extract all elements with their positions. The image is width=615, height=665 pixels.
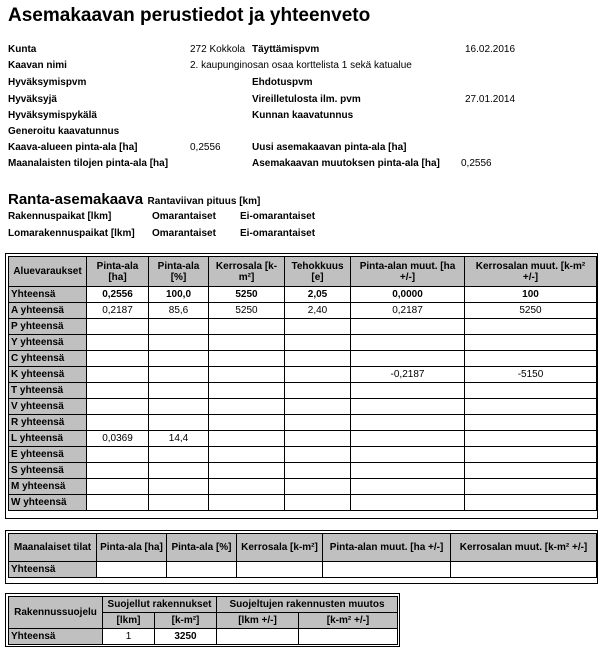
row-label: M yhteensä bbox=[9, 479, 87, 495]
table-row bbox=[9, 383, 597, 399]
m-cell-label: Yhteensä bbox=[9, 562, 97, 578]
ei-omarantaiset-label-2: Ei-omarantaiset bbox=[240, 228, 316, 239]
m-header-tilat: Maanalaiset tilat bbox=[9, 534, 97, 562]
table-row bbox=[9, 335, 597, 351]
table-cell bbox=[209, 319, 285, 335]
table-cell bbox=[285, 479, 351, 495]
table-cell bbox=[465, 447, 597, 463]
row-label: L yhteensä bbox=[9, 431, 87, 447]
pykala-label: Hyväksymispykälä bbox=[8, 110, 97, 121]
omarantaiset-label-2: Omarantaiset bbox=[152, 228, 216, 239]
kaavan-nimi-value: 2. kaupunginosan osaa korttelista 1 sekä katualue bbox=[190, 60, 412, 71]
table-cell bbox=[351, 383, 465, 399]
table-row bbox=[9, 431, 597, 447]
table-cell: -0,2187 bbox=[351, 367, 465, 383]
hyv-pvm-label: Hyväksymispvm bbox=[8, 77, 87, 88]
table-cell bbox=[87, 415, 149, 431]
table-cell: 100,0 bbox=[149, 287, 209, 303]
table-row bbox=[9, 351, 597, 367]
s-header-rakennussuojelu: Rakennussuojelu bbox=[9, 597, 103, 629]
table-cell bbox=[149, 383, 209, 399]
m-cell bbox=[323, 562, 451, 578]
m-header-kerrosalan-muut: Kerrosalan muut. [k-m² +/-] bbox=[451, 534, 597, 562]
table-cell bbox=[465, 351, 597, 367]
table-cell bbox=[285, 399, 351, 415]
muutos-label: Asemakaavan muutoksen pinta-ala [ha] bbox=[252, 158, 440, 169]
table-cell bbox=[351, 319, 465, 335]
table-cell bbox=[285, 367, 351, 383]
table-cell bbox=[351, 351, 465, 367]
table-row bbox=[9, 629, 398, 645]
table-cell bbox=[87, 335, 149, 351]
uusi-label: Uusi asemakaavan pinta-ala [ha] bbox=[252, 142, 407, 153]
table-cell bbox=[87, 399, 149, 415]
table-cell bbox=[285, 335, 351, 351]
taytt-value: 16.02.2016 bbox=[465, 44, 516, 55]
ranta-heading bbox=[8, 191, 260, 209]
table-cell bbox=[149, 399, 209, 415]
vireille-value: 27.01.2014 bbox=[465, 94, 516, 105]
table-cell bbox=[209, 463, 285, 479]
kaavan-nimi-label: Kaavan nimi bbox=[8, 60, 67, 71]
m-cell bbox=[451, 562, 597, 578]
row-label: K yhteensä bbox=[9, 367, 87, 383]
taytt-label: Täyttämispvm bbox=[252, 44, 320, 55]
table-cell bbox=[209, 335, 285, 351]
row-label: C yhteensä bbox=[9, 351, 87, 367]
s-header-lkm-change: [lkm +/-] bbox=[217, 613, 299, 629]
table-cell bbox=[209, 447, 285, 463]
m-header-pinta-alan-muut: Pinta-alan muut. [ha +/-] bbox=[323, 534, 451, 562]
ehdotus-label: Ehdotuspvm bbox=[252, 77, 313, 88]
table-cell bbox=[149, 479, 209, 495]
kunta-label: Kunta bbox=[8, 44, 37, 55]
table-cell bbox=[149, 335, 209, 351]
s-header-suojellut: Suojellut rakennukset bbox=[103, 597, 217, 613]
table-row bbox=[9, 319, 597, 335]
row-label: S yhteensä bbox=[9, 463, 87, 479]
table-cell bbox=[209, 479, 285, 495]
row-label: A yhteensä bbox=[9, 303, 87, 319]
muutos-value: 0,2556 bbox=[461, 158, 492, 169]
omarantaiset-label-1: Omarantaiset bbox=[152, 211, 216, 222]
table-cell bbox=[87, 383, 149, 399]
ei-omarantaiset-label-1: Ei-omarantaiset bbox=[240, 211, 316, 222]
pinta-ala-label: Kaava-alueen pinta-ala [ha] bbox=[8, 142, 138, 153]
table-row bbox=[9, 562, 597, 578]
maanalaiset-table bbox=[8, 533, 597, 578]
ranta-title: Ranta-asemakaava bbox=[8, 191, 144, 208]
s-header-km2-change: [k-m² +/-] bbox=[299, 613, 398, 629]
table-cell bbox=[285, 495, 351, 511]
rakennussuojelu-table bbox=[8, 596, 398, 645]
table-cell bbox=[149, 367, 209, 383]
kunta-value: 272 Kokkola bbox=[190, 44, 246, 55]
table-cell bbox=[87, 351, 149, 367]
page-title: Asemakaavan perustiedot ja yhteenveto bbox=[8, 5, 371, 26]
table-cell bbox=[209, 367, 285, 383]
header-pinta-alan-muut: Pinta-alan muut. [ha +/-] bbox=[351, 257, 465, 287]
m-cell bbox=[97, 562, 167, 578]
m-cell bbox=[167, 562, 237, 578]
header-pinta-ala-pct: Pinta-ala [%] bbox=[149, 257, 209, 287]
rakennuspaikat-label: Rakennuspaikat [lkm] bbox=[8, 211, 112, 222]
table-cell bbox=[285, 431, 351, 447]
table-cell bbox=[465, 335, 597, 351]
table-cell bbox=[351, 399, 465, 415]
table-cell bbox=[465, 479, 597, 495]
table-row bbox=[9, 463, 597, 479]
row-label: P yhteensä bbox=[9, 319, 87, 335]
table-row bbox=[9, 399, 597, 415]
table-cell bbox=[149, 319, 209, 335]
table-row bbox=[9, 495, 597, 511]
table-cell bbox=[465, 431, 597, 447]
table-row bbox=[9, 303, 597, 319]
table-cell bbox=[351, 415, 465, 431]
generoitu-label: Generoitu kaavatunnus bbox=[8, 126, 120, 137]
table-cell bbox=[351, 463, 465, 479]
table-cell bbox=[285, 351, 351, 367]
s-header-lkm: [lkm] bbox=[103, 613, 155, 629]
table-cell bbox=[209, 495, 285, 511]
table-cell: 85,6 bbox=[149, 303, 209, 319]
header-aluevaraukset: Aluevaraukset bbox=[9, 257, 87, 287]
table-cell: 5250 bbox=[465, 303, 597, 319]
m-header-pinta-ala-pct: Pinta-ala [%] bbox=[167, 534, 237, 562]
table-cell bbox=[87, 479, 149, 495]
table-cell bbox=[149, 495, 209, 511]
table-cell bbox=[87, 447, 149, 463]
row-label: Y yhteensä bbox=[9, 335, 87, 351]
lomarakennuspaikat-label: Lomarakennuspaikat [lkm] bbox=[8, 228, 135, 239]
table-cell: 0,2556 bbox=[87, 287, 149, 303]
table-cell bbox=[285, 319, 351, 335]
table-row bbox=[9, 287, 597, 303]
table-cell bbox=[465, 399, 597, 415]
table-cell: 5250 bbox=[209, 303, 285, 319]
m-cell bbox=[237, 562, 323, 578]
header-kerrosalan-muut: Kerrosalan muut. [k-m² +/-] bbox=[465, 257, 597, 287]
table-cell bbox=[209, 431, 285, 447]
row-label: E yhteensä bbox=[9, 447, 87, 463]
pinta-ala-value: 0,2556 bbox=[190, 142, 221, 153]
s-header-km2: [k-m²] bbox=[155, 613, 217, 629]
table-cell bbox=[465, 415, 597, 431]
rantaviiva-label: Rantaviivan pituus [km] bbox=[147, 196, 261, 207]
table-row bbox=[9, 367, 597, 383]
table-cell bbox=[351, 431, 465, 447]
m-header-kerrosala: Kerrosala [k-m²] bbox=[237, 534, 323, 562]
table-cell: 5250 bbox=[209, 287, 285, 303]
table-cell bbox=[87, 319, 149, 335]
table-cell bbox=[351, 447, 465, 463]
s-cell-km2: 3250 bbox=[155, 629, 217, 645]
table-cell bbox=[149, 415, 209, 431]
s-cell-lkm: 1 bbox=[103, 629, 155, 645]
table-cell bbox=[465, 495, 597, 511]
hyvaksyja-label: Hyväksyjä bbox=[8, 94, 57, 105]
table-cell: 0,0369 bbox=[87, 431, 149, 447]
table-cell bbox=[285, 383, 351, 399]
table-cell bbox=[149, 351, 209, 367]
s-cell-label: Yhteensä bbox=[9, 629, 103, 645]
table-cell bbox=[87, 463, 149, 479]
vireille-label: Vireilletulosta ilm. pvm bbox=[252, 94, 361, 105]
maanalaiset-label: Maanalaisten tilojen pinta-ala [ha] bbox=[8, 158, 169, 169]
header-pinta-ala-ha: Pinta-ala [ha] bbox=[87, 257, 149, 287]
table-cell: 2,40 bbox=[285, 303, 351, 319]
row-label: R yhteensä bbox=[9, 415, 87, 431]
table-cell bbox=[465, 319, 597, 335]
table-cell bbox=[285, 447, 351, 463]
table-cell: 14,4 bbox=[149, 431, 209, 447]
m-header-pinta-ala-ha: Pinta-ala [ha] bbox=[97, 534, 167, 562]
table-cell bbox=[87, 495, 149, 511]
table-cell: -5150 bbox=[465, 367, 597, 383]
row-label: V yhteensä bbox=[9, 399, 87, 415]
aluevaraukset-table bbox=[8, 256, 597, 511]
table-cell bbox=[351, 495, 465, 511]
s-cell bbox=[217, 629, 299, 645]
table-cell bbox=[209, 399, 285, 415]
table-row bbox=[9, 479, 597, 495]
header-kerrosala: Kerrosala [k-m²] bbox=[209, 257, 285, 287]
table-cell bbox=[209, 351, 285, 367]
kunnan-tunnus-label: Kunnan kaavatunnus bbox=[252, 110, 354, 121]
table-cell bbox=[351, 335, 465, 351]
table-cell bbox=[87, 367, 149, 383]
table-cell bbox=[465, 383, 597, 399]
s-cell bbox=[299, 629, 398, 645]
table-row bbox=[9, 447, 597, 463]
table-cell: 2,05 bbox=[285, 287, 351, 303]
table-cell bbox=[149, 463, 209, 479]
table-cell bbox=[285, 415, 351, 431]
table-cell bbox=[149, 447, 209, 463]
table-cell: 100 bbox=[465, 287, 597, 303]
table-cell: 0,0000 bbox=[351, 287, 465, 303]
table-cell bbox=[209, 415, 285, 431]
row-label: W yhteensä bbox=[9, 495, 87, 511]
table-cell: 0,2187 bbox=[87, 303, 149, 319]
table-cell bbox=[209, 383, 285, 399]
header-tehokkuus: Tehokkuus [e] bbox=[285, 257, 351, 287]
s-header-muutos: Suojeltujen rakennusten muutos bbox=[217, 597, 398, 613]
table-cell bbox=[465, 463, 597, 479]
row-label: Yhteensä bbox=[9, 287, 87, 303]
table-row bbox=[9, 415, 597, 431]
row-label: T yhteensä bbox=[9, 383, 87, 399]
table-cell: 0,2187 bbox=[351, 303, 465, 319]
table-cell bbox=[351, 479, 465, 495]
table-cell bbox=[285, 463, 351, 479]
